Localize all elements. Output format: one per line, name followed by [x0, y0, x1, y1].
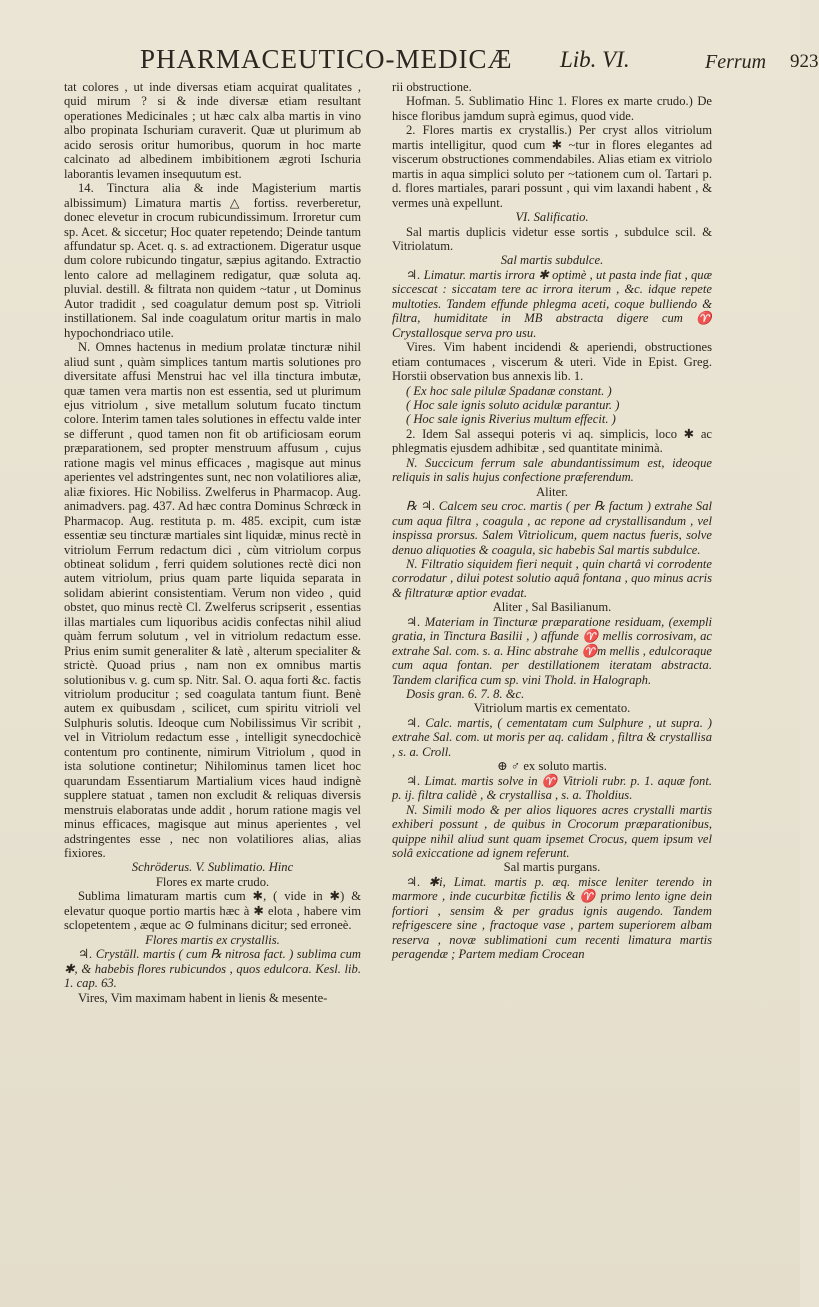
paragraph: Sal martis duplicis videtur esse sortis , subdulce scil. & Vitriolatum.	[392, 224, 712, 253]
paragraph: tat colores , ut inde diversas etiam acquirat qualitates , quid mirum ? si & inde diversæ etiam resultant operationes Medicinales ; ut hæc calx alba martis in vino albo propinata Ischuriam curaverit. Quæ ut plurimum ab acido serosis oritur humoribus, quorum in hoc marte calcinato ad albedinem imbibitionem ægroti Ischuria laborantis levamen insequutum est.	[64, 80, 361, 181]
paragraph: Sublima limaturam martis cum ✱, ( vide in ✱) & elevatur quoque portio martis hæc à ✱ elota , habere vim sclopetentem , æque ac ⊙ fulminans dicitur; sed erroneè.	[64, 889, 361, 933]
subheading: ⊕ ♂ ex soluto martis.	[497, 759, 607, 774]
dosage: Dosis gran. 6. 7. 8. &c.	[406, 687, 525, 702]
recipe: ♃. Limatur. martis irrora ✱ optimè , ut pasta inde fiat , quæ siccescat : siccatam tere ac irrora iterum , &c. idque repete multoties. Tandem effunde phlegma aceti, coque bulliendo & filtra, humiditate in MB abstracta digere cum ♈ Crystallosque serva pro usu.	[392, 267, 712, 340]
paragraph: N. Filtratio siquidem fieri nequit , quin chartâ vi corrodente corrodatur , dilui potest solutio aquâ fontana , quo minus acris & filtraturæ aptior evadat.	[392, 556, 712, 600]
running-title: PHARMACEUTICO-MEDICÆ	[140, 44, 513, 74]
paragraph: 14. Tinctura alia & inde Magisterium martis albissimum) Limatura martis △ fortiss. reverberetur, donec elevetur in crocum rubicundissimum. Irroretur cum sp. Acet. & siccetur; Hoc quater repetendo; Deinde tantum affundatur sp. Acet. q. s. ad extractionem. Digeratur usque dum colore rubicundo tingatur, sæpius agitando. Extractio lento calore ad mellaginem redigatur, quæ soluta aq. pluvial. destill. & filtrata non quidem ~tatur , ut Dominus Autor tradidit , sed coagulatur demum post sp. Vitrioli instillationem. Sal inde coagulatum oritur martis in malo hypochondriaco utile.	[64, 181, 361, 340]
right-column	[392, 80, 712, 962]
subheading: Aliter.	[536, 484, 568, 499]
book-label: Lib. VI.	[560, 47, 630, 72]
running-head	[120, 44, 819, 80]
paragraph: Hofman. 5. Sublimatio Hinc 1. Flores ex marte crudo.) De hisce floribus jamdum suprà egimus, quod vide.	[392, 94, 712, 123]
recipe: ♃. Calc. martis, ( cementatam cum Sulphure , ut supra. ) extrahe Sal. com. ut moris per aq. calidam , filtra & crystallisa , s. a. Croll.	[392, 715, 712, 759]
subheading: Aliter , Sal Basilianum.	[492, 600, 612, 615]
section-heading: Schröderus. V. Sublimatio. Hinc	[131, 860, 294, 875]
paragraph: N. Succicum ferrum sale abundantissimum est, ideoque reliquis in salis hujus confectione præferendum.	[392, 455, 712, 485]
recipe: ♃. Cryställ. martis ( cum ℞ nitrosa fact. ) sublima cum ✱, & habebis flores rubicundos , quos edulcora. Kesl. lib. 1. cap. 63.	[64, 947, 361, 991]
subheading: Flores martis ex crystallis.	[145, 932, 280, 947]
paragraph: Vires, Vim maximam habent in lienis & mesente-	[78, 990, 328, 1005]
note-line: ( Ex hoc sale pilulæ Spadanæ constant. )	[406, 383, 612, 398]
paragraph: Vires. Vim habent incidendi & aperiendi, obstructiones etiam contumaces , viscerum & uteri. Vide in Epist. Greg. Horstii observation bus annexis lib. 1.	[392, 340, 712, 384]
section-label: Ferrum	[705, 51, 767, 73]
paragraph: N. Simili modo & per alios liquores acres crystalli martis exhiberi possunt , de quibus in Crocorum præparationibus, quippe nihil aliud sunt quam ipsemet Crocus, quem ipsum vel solâ exiccatione ad ignem referunt.	[392, 802, 712, 861]
recipe: ♃. Limat. martis solve in ♈ Vitrioli rubr. p. 1. aquæ font. p. ij. filtra calidè , & crystallisa , s. a. Tholdius.	[392, 773, 712, 803]
subheading: Sal martis purgans.	[503, 860, 601, 875]
recipe: ♃. ✱i, Limat. martis p. æq. misce leniter terendo in marmore , inde cucurbitæ fictilis & ♈ primo lento igne dein fortiori , sensim & per gradus ignis augendo. Tandem refrigescere sine , fractoque vase , partem superiorem albam reserva , novæ sublimationi cum recenti limatura martis peragendæ ; Partem mediam Crocean	[392, 874, 712, 962]
left-column	[64, 80, 361, 1005]
page-number: 923	[790, 51, 819, 72]
paragraph: rii obstructione.	[392, 80, 472, 94]
paragraph: 2. Flores martis ex crystallis.) Per cryst allos vitriolum martis intelligitur, quod cum ✱ ~tur in flores elegantes ad viscerum obstructiones commendabiles. Alias etiam ex vitriolo martis in aqua simplici soluto per ~tationem cum ol. Tartari p. d. flores martiales, parari possunt , qui vim laxandi habent , & vermes unà expellunt.	[392, 123, 712, 210]
paragraph: N. Omnes hactenus in medium prolatæ tincturæ nihil aliud sunt , quàm simplices tantum martis solutiones pro diversitate affusi Menstrui hac vel illa tinctura imbutæ, quæ tamen vera martis non est essentia, sed ut plurimum ejus vitriolum , sive metallum solutum fucato tinctum colore. Interim tamen tales solutiones in effectu valde inter se differunt , quod tamen non fit ob artificiosam eorum præparationem, sed propter menstruum affusum , cujus ratione magis vel minus efficaces , magisque aut minus aperientes vel adstringentes sunt, nec non volatiliores aliæ, aliæ fixiores. Hic Nobiliss. Zwelferus in Pharmacop. Aug. animadvers. pag. 437. Ad hæc contra Dominus Schrœck in Pharmacop. Aug. restituta p. m. 485. excipit, cum istæ essentiæ seu tincturæ martiales sint liquidæ, minus rectè in vitriolum Ferrum redactum dici , cùm vitriolum corpus obtineat solidum , ferri quidem solutiones rectè dici non autem vitriolum, prius quam parte liquida separata in solidam abierint consistentiam. Verum non video , quid obstet, quo minus rectè Cl. Zwelferus scripserit , essentias illas martiales cum liquoribus acidis confectas nihil aliud quàm ferrum solutum , vel in vitriolum redactum esse. Prius enim sumit generaliter & latè , alterum specialiter & strictè. Quoad prius , nam non ex omnibus martis solutionibus v. g. cum sp. Nitr. Sal. O. aqua forti &c. factis vitriolum producitur ; sed coagulata tantum fiunt. Benè autem ex quibusdam , scilicet, cum spiritu vitrioli vel Sulphuris solutis. Ideoque cum Nobilissimus Vir scribit , vel in Vitriolum redactum esse , intelligit synecdochicè contentum pro continente, nimirum Vitriolum , quod in ista solutione continetur; Nihilominus tamen licet hoc quarundam Essentiarum Martialium vices haud indignè supplere statuat , tamen non excludit & reliquas diversis menstruis elaboratas unde addit , horum ratione magis vel minus efficaces, magisque aut minus aperientes , vel adstringentes esse , nec non volatiliores alias, alias fixiores.	[64, 340, 361, 861]
recipe: ♃. Materiam in Tincturæ præparatione residuam, (exempli gratia, in Tinctura Basilii , ) affunde ♈ mellis corrosivam, ac extrahe Sal. com. s. a. Hinc abstrahe ♈m mellis , edulcoraque cum aqua fontan. per destillationem iteratam abstracta. Tandem clarifica cum sp. vini Thold. in Halograph.	[392, 614, 712, 687]
paragraph: 2. Idem Sal assequi poteris vi aq. simplicis, loco ✱ ac phlegmatis ejusdem adhibitæ , sed quantitate minimà.	[392, 426, 712, 456]
subheading: Flores ex marte crudo.	[155, 874, 270, 889]
section-heading: VI. Salificatio.	[515, 210, 589, 225]
subheading: Vitriolum martis ex cementato.	[473, 701, 631, 716]
subheading: Sal martis subdulce.	[500, 253, 604, 268]
note-line: ( Hoc sale ignis soluto acidulæ parantur. )	[406, 397, 620, 412]
note-line: ( Hoc sale ignis Riverius multum effecit. )	[406, 412, 616, 427]
recipe: ℞ ♃. Calcem seu croc. martis ( per ℞ factum ) extrahe Sal cum aqua filtra , coagula , ac repone ad crystallisandum , vel inspissa prorsus. Salem Vitriolicum, quem nactus fueris, solve denuo aliquoties & coagula, sic habebis Sal martis subdulce.	[392, 499, 712, 557]
